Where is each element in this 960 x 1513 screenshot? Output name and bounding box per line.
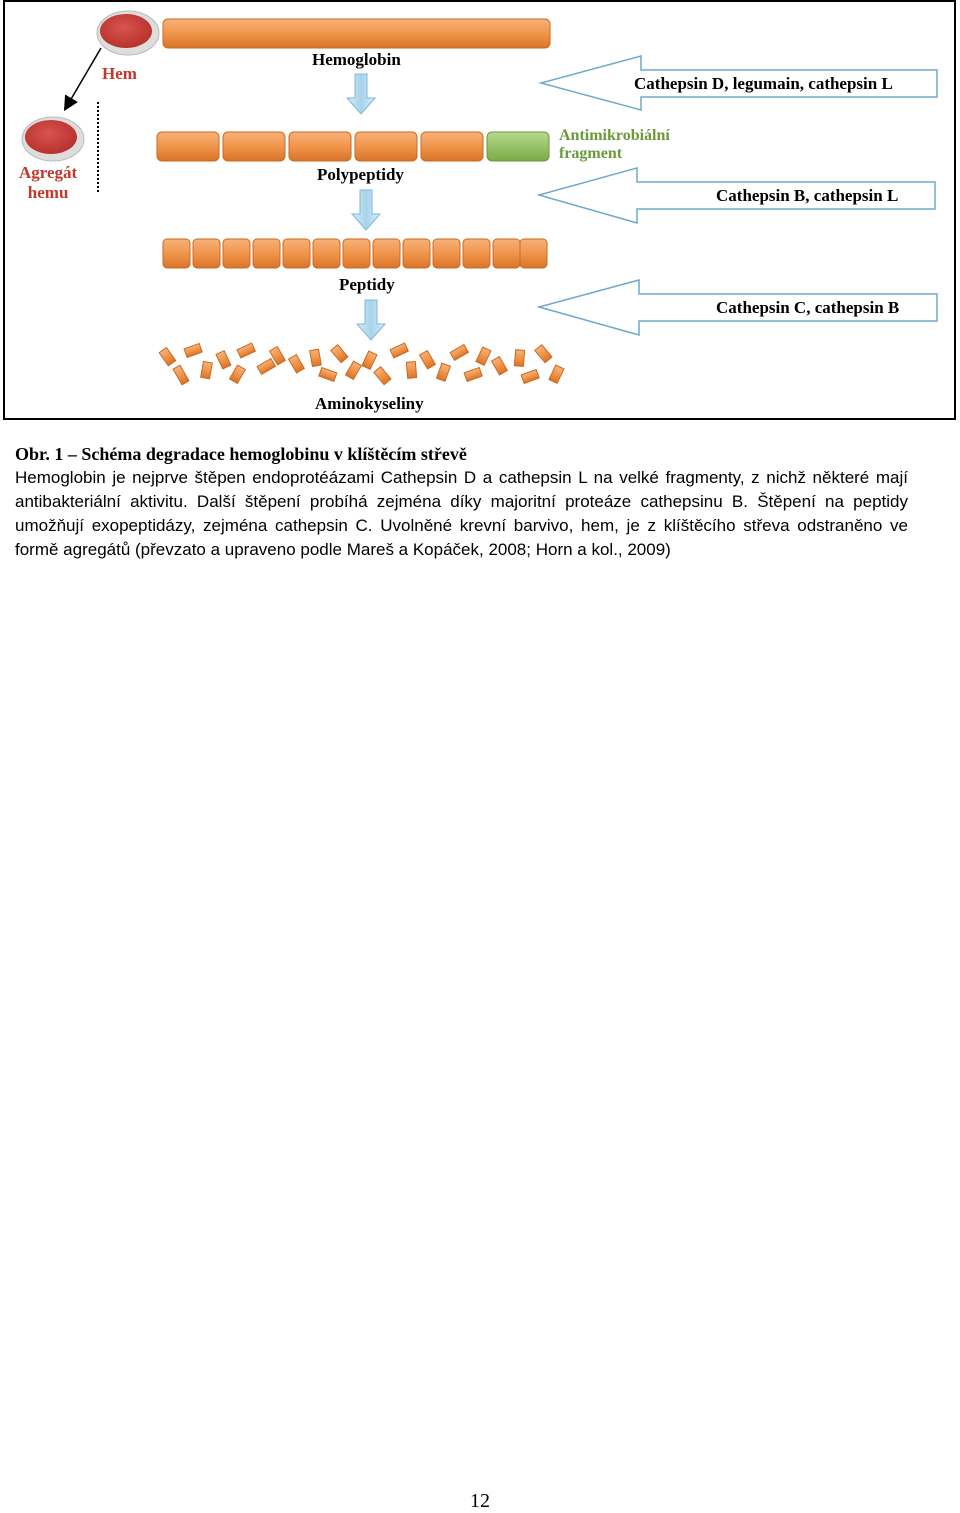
peptide-blocks — [163, 239, 547, 268]
hem-label: Hem — [102, 64, 137, 83]
antimicrobial-line2: fragment — [559, 145, 623, 163]
antimicrobial-fragment-bar — [487, 132, 549, 161]
caption-body: Hemoglobin je nejprve štěpen endoprotéázami Cathepsin D a cathepsin L na velké fragmenty, z nichž některé mají antibakteriální aktivitu. Další štěpení probíhá zejména díky majoritní proteáze cathepsinu B. Štěpení na peptidy umožňují exopeptidázy, zejména cathepsin C. Uvolněné krevní barvivo, hem, je z klíštěcího střeva odstraněno ve formě agregátů (převzato a upraveno podle Mareš a Kopáček, 2008; Horn a kol., 2009) — [15, 468, 908, 559]
aggregate-label-line2: hemu — [27, 182, 69, 202]
hem-to-aggregate-arrow — [67, 48, 101, 106]
enzyme-arrow-2-label: Cathepsin B, cathepsin L — [716, 186, 899, 205]
antimicrobial-line1: Antimikrobiální — [559, 127, 670, 144]
polypeptide-bars — [157, 132, 549, 161]
hem-disc — [97, 11, 159, 55]
hemoglobin-degradation-diagram — [3, 0, 956, 420]
caption-title: Obr. 1 – Schéma degradace hemoglobinu v klíštěcím střevě — [15, 444, 467, 464]
peptides-label: Peptidy — [339, 275, 395, 294]
antimicrobial-fragment-label — [559, 127, 670, 164]
hemoglobin-label: Hemoglobin — [312, 50, 401, 69]
polypeptides-label: Polypeptidy — [317, 165, 404, 184]
aggregate-label-line1: Agregát — [19, 163, 78, 182]
aggregate-label — [19, 163, 77, 202]
page-number: 12 — [470, 1490, 490, 1512]
figure-caption — [15, 442, 908, 562]
amino-acid-fragments — [159, 343, 564, 385]
down-arrow-3 — [357, 300, 385, 340]
hemoglobin-bar — [163, 19, 550, 48]
aggregate-disc — [22, 117, 84, 161]
enzyme-arrow-3-label: Cathepsin C, cathepsin B — [716, 298, 900, 317]
down-arrow-2 — [352, 190, 380, 230]
down-arrow-1 — [347, 74, 375, 114]
diagram-canvas — [5, 2, 958, 422]
enzyme-arrow-1-label: Cathepsin D, legumain, cathepsin L — [634, 74, 893, 93]
amino-acids-label: Aminokyseliny — [315, 394, 424, 413]
